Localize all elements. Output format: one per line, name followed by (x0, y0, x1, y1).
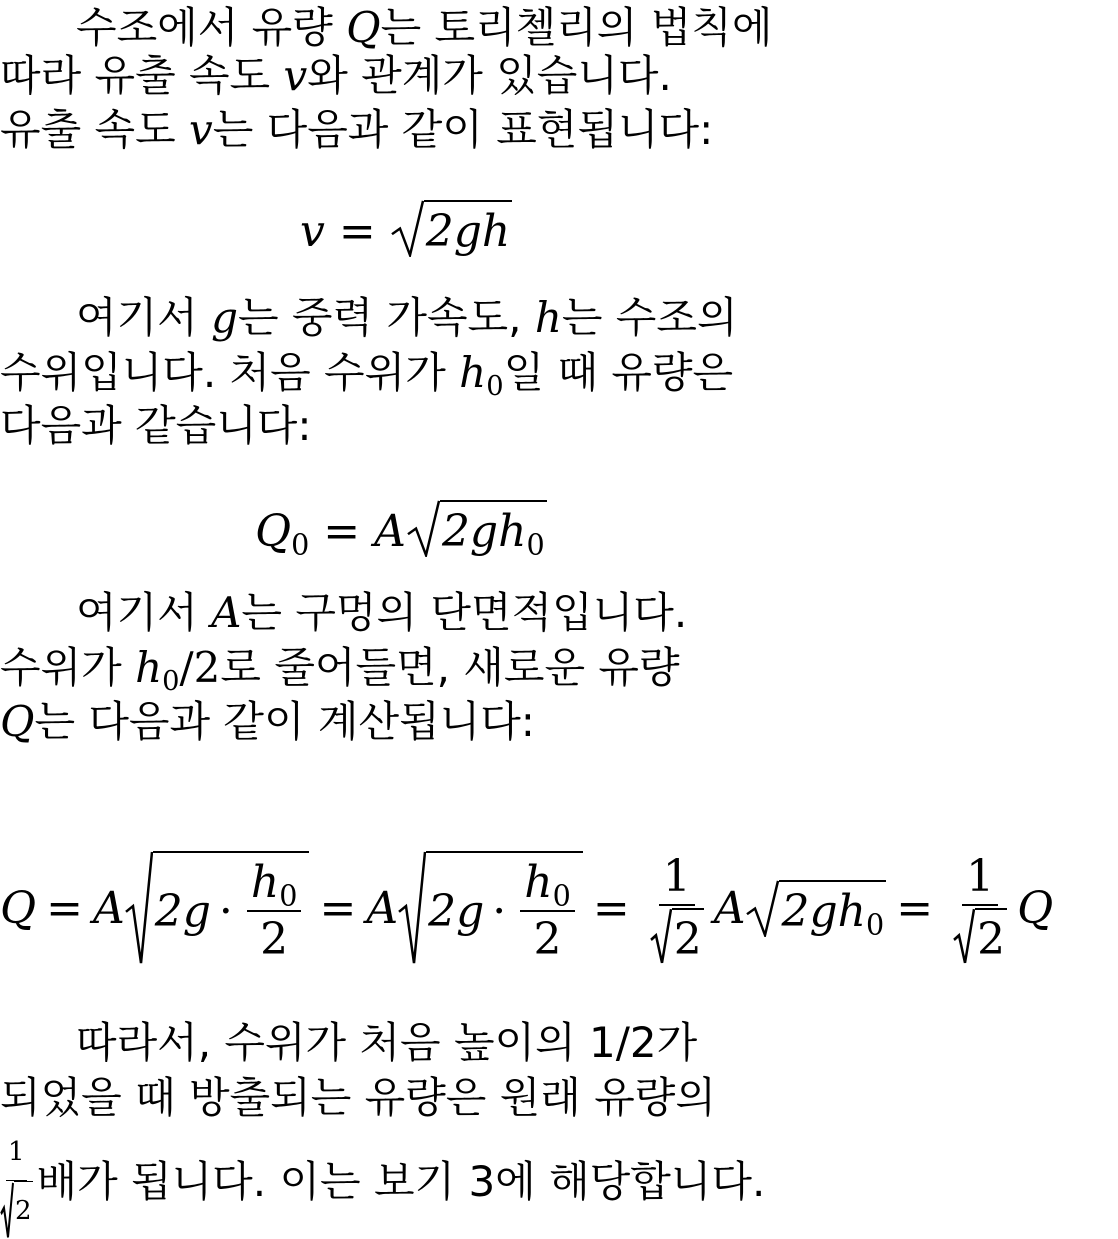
fraction (520, 857, 575, 965)
math-a: A (92, 882, 125, 934)
math-v: v (300, 206, 325, 257)
paragraph-3-line-3 (0, 694, 535, 750)
sqrt (390, 200, 513, 257)
radicand-text: 2gh (781, 885, 866, 937)
text: 수위입니다. 처음 수위가 (0, 348, 460, 397)
sqrt-3 (745, 880, 886, 942)
radical-sign (745, 880, 779, 937)
math-h: h (534, 293, 562, 342)
paragraph-3-line-1 (0, 585, 687, 641)
radical-sign (390, 200, 424, 257)
paragraph-2-line-3 (0, 398, 312, 454)
equals-sign: = (896, 882, 934, 934)
equals-sign: = (592, 882, 630, 934)
text: 유출 속도 (0, 105, 189, 154)
paragraph-3-line-2 (0, 640, 680, 696)
text: 따라 유출 속도 (0, 51, 284, 100)
math-a: A (211, 588, 242, 637)
equals-sign: = (338, 206, 376, 257)
math-a: A (713, 882, 746, 934)
radicand (440, 500, 547, 562)
math-q: Q (346, 3, 381, 52)
sqrt-1 (125, 851, 310, 965)
sqrt (0, 1181, 33, 1239)
math-2g: 2g (154, 885, 211, 937)
sqrt (953, 908, 1007, 965)
math-a: A (374, 506, 406, 557)
paragraph-1-line-2 (0, 48, 672, 104)
paragraph-4-line-2 (0, 1070, 716, 1126)
sqrt (650, 908, 704, 965)
text: 수위가 (0, 643, 136, 692)
text: 따라서, 수위가 처음 높이의 1/2가 (76, 1018, 698, 1067)
radicand: 2 (975, 908, 1007, 965)
text: 일 때 유량은 (503, 348, 734, 397)
radicand (153, 851, 310, 965)
subscript: 0 (291, 527, 310, 562)
math-v: v (283, 51, 308, 100)
math-g: g (211, 293, 238, 342)
denominator: 2 (533, 914, 562, 965)
text: 여기서 (76, 293, 212, 342)
radicand: 2 (14, 1181, 33, 1239)
math-v: v (189, 105, 213, 154)
radicand-text: 2gh (441, 506, 527, 557)
text: 수조에서 유량 (76, 3, 347, 52)
subscript: 0 (162, 666, 180, 698)
equation-3 (0, 838, 1053, 978)
denominator (0, 1181, 33, 1239)
math-q: Q (0, 697, 35, 746)
text: 는 수조의 (561, 293, 738, 342)
math-q: Q (1017, 882, 1054, 934)
math-h: h (459, 348, 487, 397)
math-divisor: /2 (179, 643, 221, 692)
fraction-one-over-root-two (949, 851, 1011, 965)
denominator (646, 906, 708, 965)
math-q: Q (255, 506, 292, 557)
inline-fraction (0, 1124, 33, 1239)
numerator: 1 (659, 851, 695, 906)
text: 는 구멍의 단면적입니다. (241, 588, 688, 637)
math-a: A (366, 882, 399, 934)
radical-sign (398, 851, 426, 965)
paragraph-4-line-3 (0, 1124, 765, 1239)
math-h: h (524, 857, 553, 908)
dot: · (492, 885, 507, 937)
math-h: h (135, 643, 163, 692)
denominator: 2 (260, 914, 289, 965)
numerator: 1 (962, 851, 998, 906)
subscript: 0 (279, 878, 298, 913)
dot: · (218, 885, 233, 937)
subscript: 0 (865, 907, 885, 942)
math-2g: 2g (428, 885, 485, 937)
numerator (247, 857, 302, 912)
radical-sign (953, 908, 975, 965)
equals-sign: = (319, 882, 357, 934)
numerator: 1 (6, 1124, 27, 1181)
radicand (426, 851, 583, 965)
text: 여기서 (76, 588, 212, 637)
equation-1 (300, 200, 512, 257)
text: 다음과 같습니다: (0, 401, 312, 450)
text: 배가 됩니다. 이는 보기 3에 해당합니다. (36, 1156, 766, 1206)
radical-sign (0, 1181, 14, 1239)
subscript: 0 (526, 527, 545, 562)
equals-sign: = (46, 882, 83, 934)
text: 는 토리첼리의 법칙에 (380, 3, 773, 52)
equals-sign: = (323, 506, 361, 557)
paragraph-2-line-1 (0, 290, 738, 346)
radical-sign (406, 500, 440, 557)
sqrt-2 (398, 851, 583, 965)
radicand: 2 (672, 908, 704, 965)
text: 는 중력 가속도, (237, 293, 535, 342)
radical-sign (650, 908, 672, 965)
fraction (247, 857, 302, 965)
sqrt (406, 500, 547, 562)
text: 되었을 때 방출되는 유량은 원래 유량의 (0, 1073, 716, 1122)
subscript: 0 (486, 371, 504, 403)
radical-sign (125, 851, 153, 965)
radicand (779, 880, 886, 942)
text: 로 줄어들면, 새로운 유량 (220, 643, 680, 692)
equation-2 (255, 500, 547, 562)
radicand: 2gh (424, 200, 513, 257)
text: 는 다음과 같이 계산됩니다: (34, 697, 535, 746)
paragraph-1-line-3 (0, 102, 713, 158)
denominator (949, 906, 1011, 965)
text: 와 관계가 있습니다. (307, 51, 672, 100)
subscript: 0 (552, 878, 571, 913)
paragraph-2-line-2 (0, 345, 733, 401)
paragraph-4-line-1 (0, 1015, 697, 1071)
math-q: Q (0, 882, 37, 934)
text: 는 다음과 같이 표현됩니다: (212, 105, 714, 154)
math-h: h (250, 857, 280, 908)
numerator (520, 857, 575, 912)
fraction-one-over-root-two (646, 851, 708, 965)
